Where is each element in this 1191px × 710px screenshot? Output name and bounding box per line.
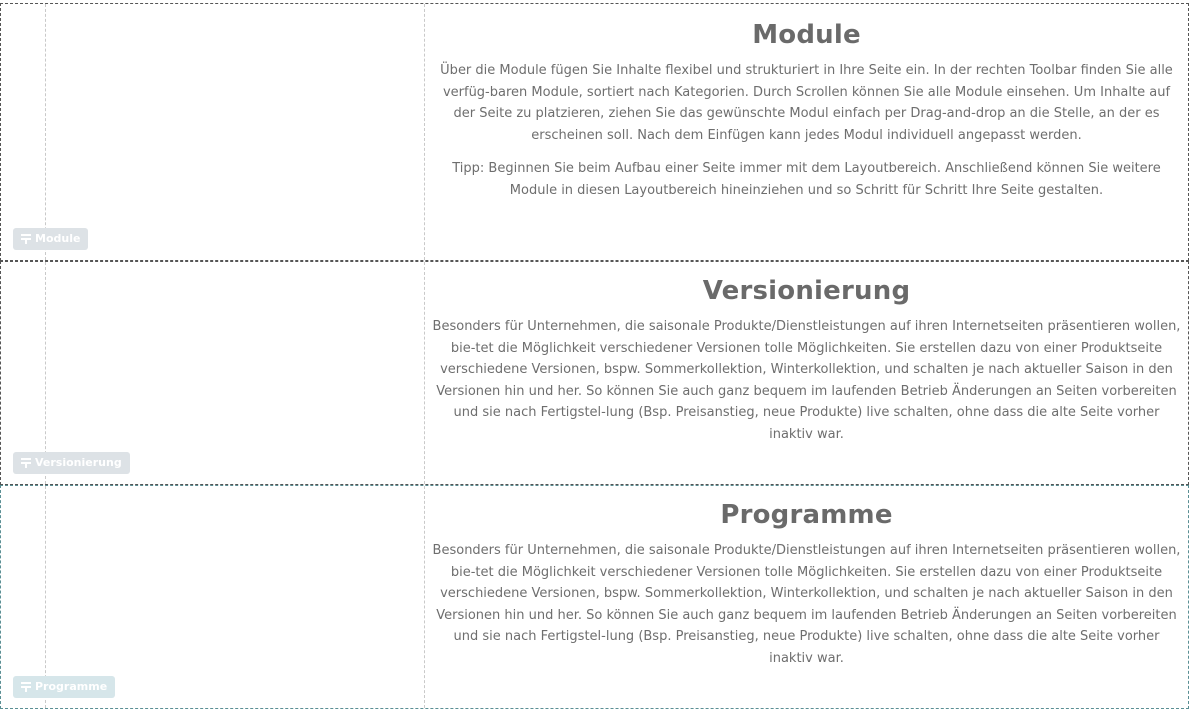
section-title: Module (752, 20, 861, 50)
column-guide (45, 486, 46, 708)
section-badge-label: Programme (35, 680, 108, 693)
section-paragraph: Besonders für Unternehmen, die saisonale Produkte/Dienstleistungen auf ihren Internetseiten präsentieren wollen, bie-tet die Möglichkeit verschiedener Versionen tolle Möglichkeiten. Sie erstellen dazu von einer Produktseite verschiedene Versionen, bspw. Sommerkollektion, Winterkollektion, und schalten je nach aktueller Saison in den Versionen hin und her. So können Sie auch ganz bequem im laufenden Betrieb Änderungen an Seiten vorbereiten und sie nach Fertigstel-lung (Bsp. Preisanstieg, neue Produkte) live schalten, ohne dass die alte Seite vorher inaktiv war. (432, 319, 1181, 442)
section-paragraph: Besonders für Unternehmen, die saisonale Produkte/Dienstleistungen auf ihren Internetseiten präsentieren wollen, bie-tet die Möglichkeit verschiedener Versionen tolle Möglichkeiten. Sie erstellen dazu von einer Produktseite verschiedene Versionen, bspw. Sommerkollektion, Winterkollektion, und schalten je nach aktueller Saison in den Versionen hin und her. So können Sie auch ganz bequem im laufenden Betrieb Änderungen an Seiten vorbereiten und sie nach Fertigstel-lung (Bsp. Preisanstieg, neue Produkte) live schalten, ohne dass die alte Seite vorher inaktiv war. (432, 543, 1181, 666)
section-content[interactable] (425, 4, 1188, 260)
section-badge-module[interactable] (13, 228, 88, 250)
section-content[interactable] (425, 486, 1188, 708)
section-handle-icon (21, 234, 31, 244)
section-versionierung[interactable] (0, 261, 1189, 485)
section-content[interactable] (425, 262, 1188, 484)
section-handle-icon (21, 458, 31, 468)
section-title: Versionierung (702, 276, 911, 306)
section-paragraph: Über die Module fügen Sie Inhalte flexibel und strukturiert in Ihre Seite ein. In der rechten Toolbar finden Sie alle verfüg-baren Module, sortiert nach Kategorien. Durch Scrollen können Sie alle Module einsehen. Um Inhalte auf der Seite zu platzieren, ziehen Sie das gewünschte Modul einfach per Drag-and-drop an die Stelle, an der es erscheinen soll. Nach dem Einfügen kann jedes Modul individuell angepasst werden. (440, 63, 1173, 143)
section-badge-label: Module (35, 232, 81, 245)
section-badge-versionierung[interactable] (13, 452, 130, 474)
section-paragraph: Tipp: Beginnen Sie beim Aufbau einer Seite immer mit dem Layoutbereich. Anschließend können Sie weitere Module in diesen Layoutbereich hineinziehen und so Schritt für Schritt Ihre Seite gestalten. (452, 161, 1161, 198)
section-badge-label: Versionierung (35, 456, 122, 469)
section-badge-programme[interactable] (13, 676, 115, 698)
section-programme[interactable] (0, 485, 1189, 709)
section-title: Programme (720, 500, 893, 530)
column-guide (45, 4, 46, 260)
column-guide (45, 262, 46, 484)
section-module[interactable] (0, 3, 1189, 261)
section-handle-icon (21, 682, 31, 692)
